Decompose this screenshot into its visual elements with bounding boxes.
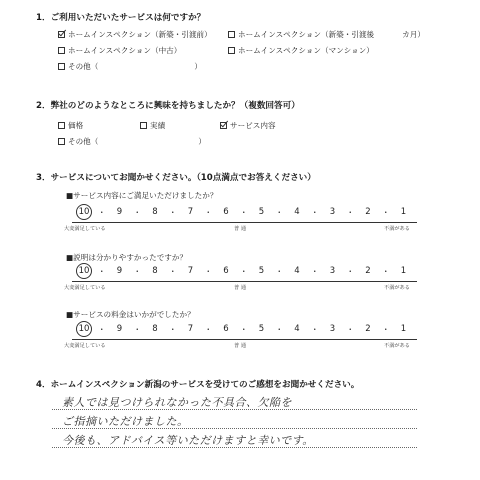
option-suffix: ）: [198, 137, 206, 146]
scale-separator: ・: [133, 267, 142, 276]
q3-item-2-question: ■説明は分かりやすかったですか？: [66, 253, 188, 262]
scale-option-5[interactable]: 5: [258, 207, 265, 217]
checkbox-icon[interactable]: [228, 47, 235, 54]
scale-separator: ・: [275, 208, 284, 217]
rating-scale[interactable]: [72, 324, 412, 336]
q1-option-used[interactable]: [58, 45, 181, 56]
scale-separator: ・: [239, 267, 248, 276]
scale-separator: ・: [346, 325, 355, 334]
scale-option-3[interactable]: 3: [329, 207, 336, 217]
scale-option-8[interactable]: 8: [152, 324, 158, 334]
scale-separator: ・: [133, 208, 142, 217]
checkbox-icon[interactable]: [58, 63, 65, 70]
scale-separator: ・: [168, 325, 177, 334]
scale-separator: ・: [381, 325, 390, 334]
q2-option-other[interactable]: [58, 136, 206, 147]
checkbox-icon[interactable]: [140, 122, 147, 129]
rating-scale[interactable]: [72, 207, 412, 219]
anchor-left: 大変満足している: [64, 343, 106, 349]
answer-rule: [52, 447, 417, 448]
handwritten-line-1: 素人では見つけられなかった不具合、欠陥を: [62, 396, 292, 409]
option-label: ホームインスペクション（中古）: [68, 46, 182, 55]
scale-option-4[interactable]: 4: [294, 266, 300, 276]
scale-option-2[interactable]: 2: [365, 324, 371, 334]
scale-option-5[interactable]: 5: [258, 324, 265, 334]
scale-option-2[interactable]: 2: [365, 207, 371, 217]
scale-option-7[interactable]: 7: [187, 324, 194, 334]
scale-option-1[interactable]: 1: [400, 207, 407, 217]
scale-option-1[interactable]: 1: [400, 266, 407, 276]
checkbox-icon[interactable]: [228, 31, 235, 38]
anchor-right: 不満がある: [384, 226, 410, 232]
scale-separator: ・: [168, 267, 177, 276]
scale-option-10[interactable]: 10: [78, 207, 90, 217]
scale-separator: ・: [97, 325, 106, 334]
scale-option-3[interactable]: 3: [329, 324, 336, 334]
scale-option-4[interactable]: 4: [294, 324, 300, 334]
q2-option-price[interactable]: [58, 120, 83, 131]
scale-line: [72, 339, 417, 340]
scale-option-1[interactable]: 1: [400, 324, 407, 334]
scale-separator: ・: [310, 267, 319, 276]
answer-rule: [52, 428, 417, 429]
handwritten-line-3: 今後も、アドバイス等いただけますと幸いです。: [62, 434, 314, 447]
checkbox-icon[interactable]: [58, 138, 65, 145]
checkbox-checked-icon[interactable]: [58, 31, 65, 38]
scale-separator: ・: [204, 325, 213, 334]
checkbox-icon[interactable]: [58, 47, 65, 54]
scale-option-8[interactable]: 8: [152, 266, 158, 276]
scale-separator: ・: [346, 208, 355, 217]
scale-separator: ・: [346, 267, 355, 276]
option-label: ホームインスペクション（新築・引渡前）: [68, 30, 212, 39]
q1-option-new-before[interactable]: [58, 29, 212, 40]
question-3-title: 3．サービスについてお聞かせください。（10点満点でお答えください）: [36, 173, 316, 183]
scale-separator: ・: [239, 208, 248, 217]
scale-line: [72, 222, 417, 223]
scale-separator: ・: [310, 325, 319, 334]
q3-item-3-question: ■サービスの料金はいかがでしたか？: [66, 310, 195, 319]
option-label: サービス内容: [230, 121, 276, 130]
scale-option-4[interactable]: 4: [294, 207, 300, 217]
option-suffix: ）: [194, 62, 202, 71]
answer-rule: [52, 409, 417, 410]
scale-option-9[interactable]: 9: [116, 324, 123, 334]
question-4-title: 4．ホームインスペクション新潟のサービスを受けてのご感想をお聞かせください。: [36, 380, 360, 390]
question-1-title: 1．ご利用いただいたサービスは何ですか？: [36, 13, 206, 23]
selected-circle-icon: [76, 204, 92, 220]
scale-separator: ・: [275, 325, 284, 334]
q1-option-mansion[interactable]: [228, 45, 374, 56]
option-label: 実績: [150, 121, 166, 130]
scale-option-6[interactable]: 6: [223, 207, 229, 217]
checkbox-checked-icon[interactable]: [220, 122, 227, 129]
anchor-mid: 普 通: [234, 343, 247, 349]
q2-option-record[interactable]: [140, 120, 165, 131]
scale-line: [72, 281, 417, 282]
rating-scale[interactable]: [72, 266, 412, 278]
scale-option-2[interactable]: 2: [365, 266, 371, 276]
scale-option-7[interactable]: 7: [187, 266, 194, 276]
scale-option-3[interactable]: 3: [329, 266, 336, 276]
anchor-left: 大変満足している: [64, 285, 106, 291]
anchor-right: 不満がある: [384, 285, 410, 291]
selected-circle-icon: [76, 321, 92, 337]
anchor-mid: 普 通: [234, 285, 247, 291]
scale-option-6[interactable]: 6: [223, 266, 229, 276]
handwritten-line-2: ご指摘いただけました。: [62, 415, 189, 428]
option-label: 価格: [68, 121, 84, 130]
q1-option-other[interactable]: [58, 61, 202, 72]
q3-item-1-question: ■サービス内容にご満足いただけましたか？: [66, 191, 218, 200]
selected-circle-icon: [76, 263, 92, 279]
anchor-mid: 普 通: [234, 226, 247, 232]
option-suffix: カ月）: [402, 30, 425, 39]
scale-separator: ・: [239, 325, 248, 334]
scale-separator: ・: [204, 208, 213, 217]
scale-separator: ・: [133, 325, 142, 334]
anchor-right: 不満がある: [384, 343, 410, 349]
checkbox-icon[interactable]: [58, 122, 65, 129]
scale-option-9[interactable]: 9: [116, 207, 123, 217]
scale-separator: ・: [168, 208, 177, 217]
option-label: ホームインスペクション（新築・引渡後: [238, 30, 375, 39]
scale-separator: ・: [97, 267, 106, 276]
option-label: その他（: [68, 62, 99, 71]
q1-option-new-after[interactable]: [228, 29, 425, 40]
scale-option-5[interactable]: 5: [258, 266, 265, 276]
option-label: ホームインスペクション（マンション）: [238, 46, 374, 55]
scale-separator: ・: [204, 267, 213, 276]
anchor-left: 大変満足している: [64, 226, 106, 232]
scale-option-8[interactable]: 8: [152, 207, 158, 217]
scale-option-10[interactable]: 10: [78, 266, 90, 276]
scale-separator: ・: [381, 208, 390, 217]
scale-option-9[interactable]: 9: [116, 266, 123, 276]
scale-option-6[interactable]: 6: [223, 324, 229, 334]
scale-option-10[interactable]: 10: [78, 324, 90, 334]
question-2-title: 2．弊社のどのようなところに興味を持ちましたか？（複数回答可）: [36, 101, 300, 111]
option-label: その他（: [68, 137, 99, 146]
scale-option-7[interactable]: 7: [187, 207, 194, 217]
scale-separator: ・: [97, 208, 106, 217]
q2-option-service[interactable]: [220, 120, 276, 131]
scale-separator: ・: [310, 208, 319, 217]
scale-separator: ・: [275, 267, 284, 276]
scale-separator: ・: [381, 267, 390, 276]
